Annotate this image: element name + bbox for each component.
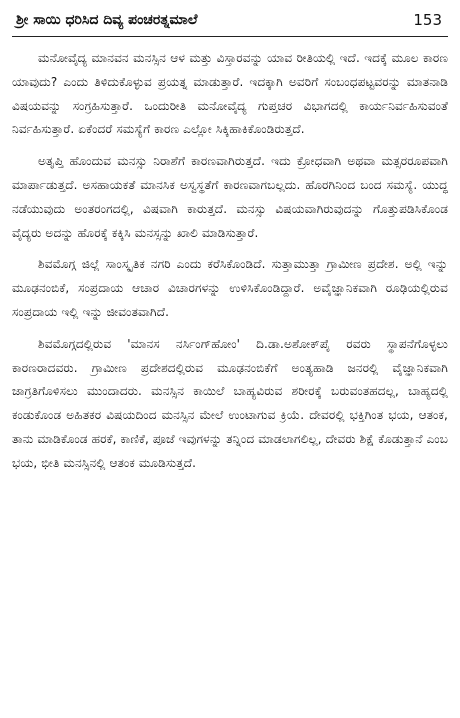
paragraph-4: ಶಿವಮೊಗ್ಗದಲ್ಲಿರುವ 'ಮಾನಸ ನರ್ಸಿಂಗ್‌ಹೋಂ' ದಿ.ಡಾ.ಅಶೋಕ್‌ಪೈ ರವರು ಸ್ಥಾಪನೆಗೊಳ್ಳಲು ಕಾರಣರಾದವರು. ಗ್ರಾಮೀಣ ಪ್ರದೇಶದಲ್ಲಿರುವ ಮೂಢನಂಬಿಕೆಗೆ ಅಂತ್ಯಹಾಡಿ ಜನರಲ್ಲಿ ವೈಜ್ಞಾನಿಕವಾಗಿ ಜಾಗ್ರತಿಗೊಳಿಸಲು ಮುಂದಾದರು. ಮನಸ್ಸಿನ ಕಾಯಿಲೆ ಬಾಹ್ಯವಿರುವ ಶರೀರಕ್ಕೆ ಬರುವಂತಹದಲ್ಲ, ಬಾಹ್ಯದಲ್ಲಿ ಕಂಡುಕೊಂಡ ಅಹಿತಕರ ವಿಷಯದಿಂದ ಮನಸ್ಸಿನ ಮೇಲೆ ಉಂಟಾಗುವ ಕ್ರಿಯೆ. ದೇವರಲ್ಲಿ ಭಕ್ತಿಗಿಂತ ಭಯ, ಆತಂಕ, ತಾನು ಮಾಡಿಕೊಂಡ ಹರಕೆ, ಕಾಣಿಕೆ, ಪೂಜೆ ಇವುಗಳನ್ನು ತನ್ನಿಂದ ಮಾಡಲಾಗಲಿಲ್ಲ, ದೇವರು ಶಿಕ್ಷೆ ಕೊಡುತ್ತಾನೆ ಎಂಬ ಭಯ, ಭೀತಿ ಮನಸ್ಸಿನಲ್ಲಿ ಆತಂಕ ಮೂಡಿಸುತ್ತದೆ. [12, 336, 449, 470]
paragraph-3: ಶಿವಮೊಗ್ಗ ಜಿಲ್ಲೆ ಸಾಂಸ್ಕೃತಿಕ ನಗರಿ ಎಂದು ಕರೆಸಿಕೊಂಡಿದೆ. ಸುತ್ತಾಮುತ್ತಾ ಗ್ರಾಮೀಣ ಪ್ರದೇಶ. ಅಲ್ಲಿ ಇನ್ನು ಮೂಢನಂಬಿಕೆ, ಸಂಪ್ರದಾಯ ಆಚಾರ ವಿಚಾರಗಳನ್ನು ಉಳಿಸಿಕೊಂಡಿದ್ದಾರೆ. ಅವೈಜ್ಞಾನಿಕವಾಗಿ ರೂಢಿಯಲ್ಲಿರುವ ಸಂಪ್ರದಾಯ ಇಲ್ಲಿ ಇನ್ನು ಜೀವಂತವಾಗಿದೆ. [12, 257, 448, 319]
paragraph-2: ಅತೃಪ್ತಿ ಹೊಂದುವ ಮನಸ್ಸು ನಿರಾಶೆಗೆ ಕಾರಣವಾಗಿರುತ್ತದೆ. ಇದು ಕ್ರೋಧವಾಗಿ ಅಥವಾ ಮತ್ಸರರೂಪವಾಗಿ ಮಾರ್ಪಾಡುತ್ತದೆ. ಅಸಹಾಯಕತೆ ಮಾನಸಿಕ ಅಸ್ವಸ್ಥತೆಗೆ ಕಾರಣವಾಗಬಲ್ಲದು. ಹೊರಗಿನಿಂದ ಬಂದ ಸಮಸ್ಯೆ. ಯುದ್ಧ ನಡೆಯುವುದು ಅಂತರಂಗದಲ್ಲಿ, ವಿಷವಾಗಿ ಕಾರುತ್ತದೆ. ಮನಸ್ಸು ವಿಷಯವಾಗಿರುವುದನ್ನು ಗೊತ್ತುಪಡಿಸಿಕೊಂಡ ವೈದ್ಯರು ಅದನ್ನು ಹೊರಕ್ಕೆ ಕಕ್ಕಿಸಿ ಮನಸ್ಸನ್ನು ಖಾಲಿ ಮಾಡಿಸುತ್ತಾರೆ. [12, 154, 448, 240]
paragraph-1: ಮನೋವೈದ್ಯ ಮಾನವನ ಮನಸ್ಸಿನ ಆಳ ಮತ್ತು ವಿಸ್ತಾರವನ್ನು ಯಾವ ರೀತಿಯಲ್ಲಿ ಇದೆ. ಇದಕ್ಕೆ ಮೂಲ ಕಾರಣ ಯಾವುದು? ಎಂದು ತಿಳಿದುಕೊಳ್ಳುವ ಪ್ರಯತ್ನ ಮಾಡುತ್ತಾರೆ. ಇದಕ್ಕಾಗಿ ಅವರಿಗೆ ಸಂಬಂಧಪಟ್ಟವರನ್ನು ಮಾತನಾಡಿ ವಿಷಯವನ್ನು ಸಂಗ್ರಹಿಸುತ್ತಾರೆ. ಒಂದುರೀತಿ ಮನೋವೈದ್ಯ ಗುಪ್ತಚರ ವಿಭಾಗದಲ್ಲಿ ಕಾರ್ಯನಿರ್ವಹಿಸುವಂತೆ ನಿರ್ವಹಿಸುತ್ತಾರೆ. ಏಕೆಂದರೆ ಸಮಸ್ಯೆಗೆ ಕಾರಣ ಎಲ್ಲೋ ಸಿಕ್ಕಿಹಾಕಿಕೊಂಡಿರುತ್ತದೆ. [12, 51, 448, 137]
page-number: 153 [413, 11, 442, 29]
running-title: ಶ್ರೀ ಸಾಯಿ ಧರಿಸಿದ ದಿವ್ಯ ಪಂಚರತ್ನಮಾಲೆ [16, 12, 198, 28]
body-text [12, 47, 448, 476]
page-header [12, 10, 448, 37]
